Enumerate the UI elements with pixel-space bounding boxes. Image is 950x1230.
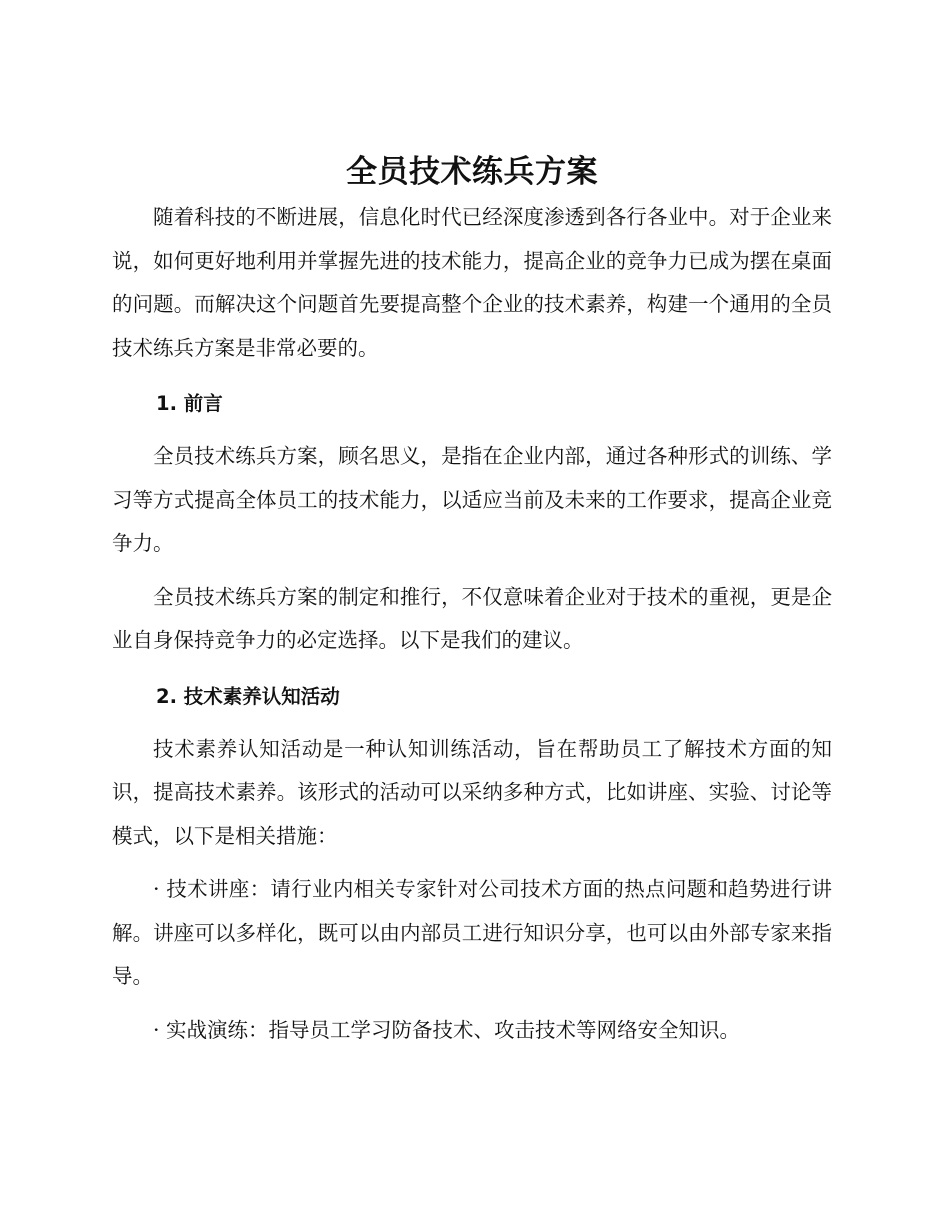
document-title: 全员技术练兵方案 — [346, 154, 598, 190]
preface-paragraph-2: 全员技术练兵方案的制定和推行，不仅意味着企业对于技术的重视，更是企业自身保持竞争力的必定选择。以下是我们的建议。 — [112, 584, 832, 652]
section-heading-tech-literacy: 2. 技术素养认知活动 — [156, 684, 340, 708]
intro-paragraph: 随着科技的不断进展，信息化时代已经深度渗透到各行各业中。对于企业来说，如何更好地利用并掌握先进的技术能力，提高企业的竞争力已成为摆在桌面的问题。而解决这个问题首先要提高整个企业的技术素养，构建一个通用的全员技术练兵方案是非常必要的。 — [112, 205, 832, 360]
preface-paragraph-1: 全员技术练兵方案，顾名思义，是指在企业内部，通过各种形式的训练、学习等方式提高全体员工的技术能力，以适应当前及未来的工作要求，提高企业竞争力。 — [112, 444, 832, 555]
bullet-practical-drill: · 实战演练：指导员工学习防备技术、攻击技术等网络安全知识。 — [153, 1017, 741, 1042]
tech-literacy-paragraph: 技术素养认知活动是一种认知训练活动，旨在帮助员工了解技术方面的知识，提高技术素养。该形式的活动可以采纳多种方式，比如讲座、实验、讨论等模式，以下是相关措施： — [112, 736, 832, 848]
bullet-tech-lecture: · 技术讲座：请行业内相关专家针对公司技术方面的热点问题和趋势进行讲解。讲座可以多样化，既可以由内部员工进行知识分享，也可以由外部专家来指导。 — [112, 877, 832, 988]
document-page — [112, 148, 832, 1052]
section-heading-preface: 1. 前言 — [156, 392, 223, 415]
